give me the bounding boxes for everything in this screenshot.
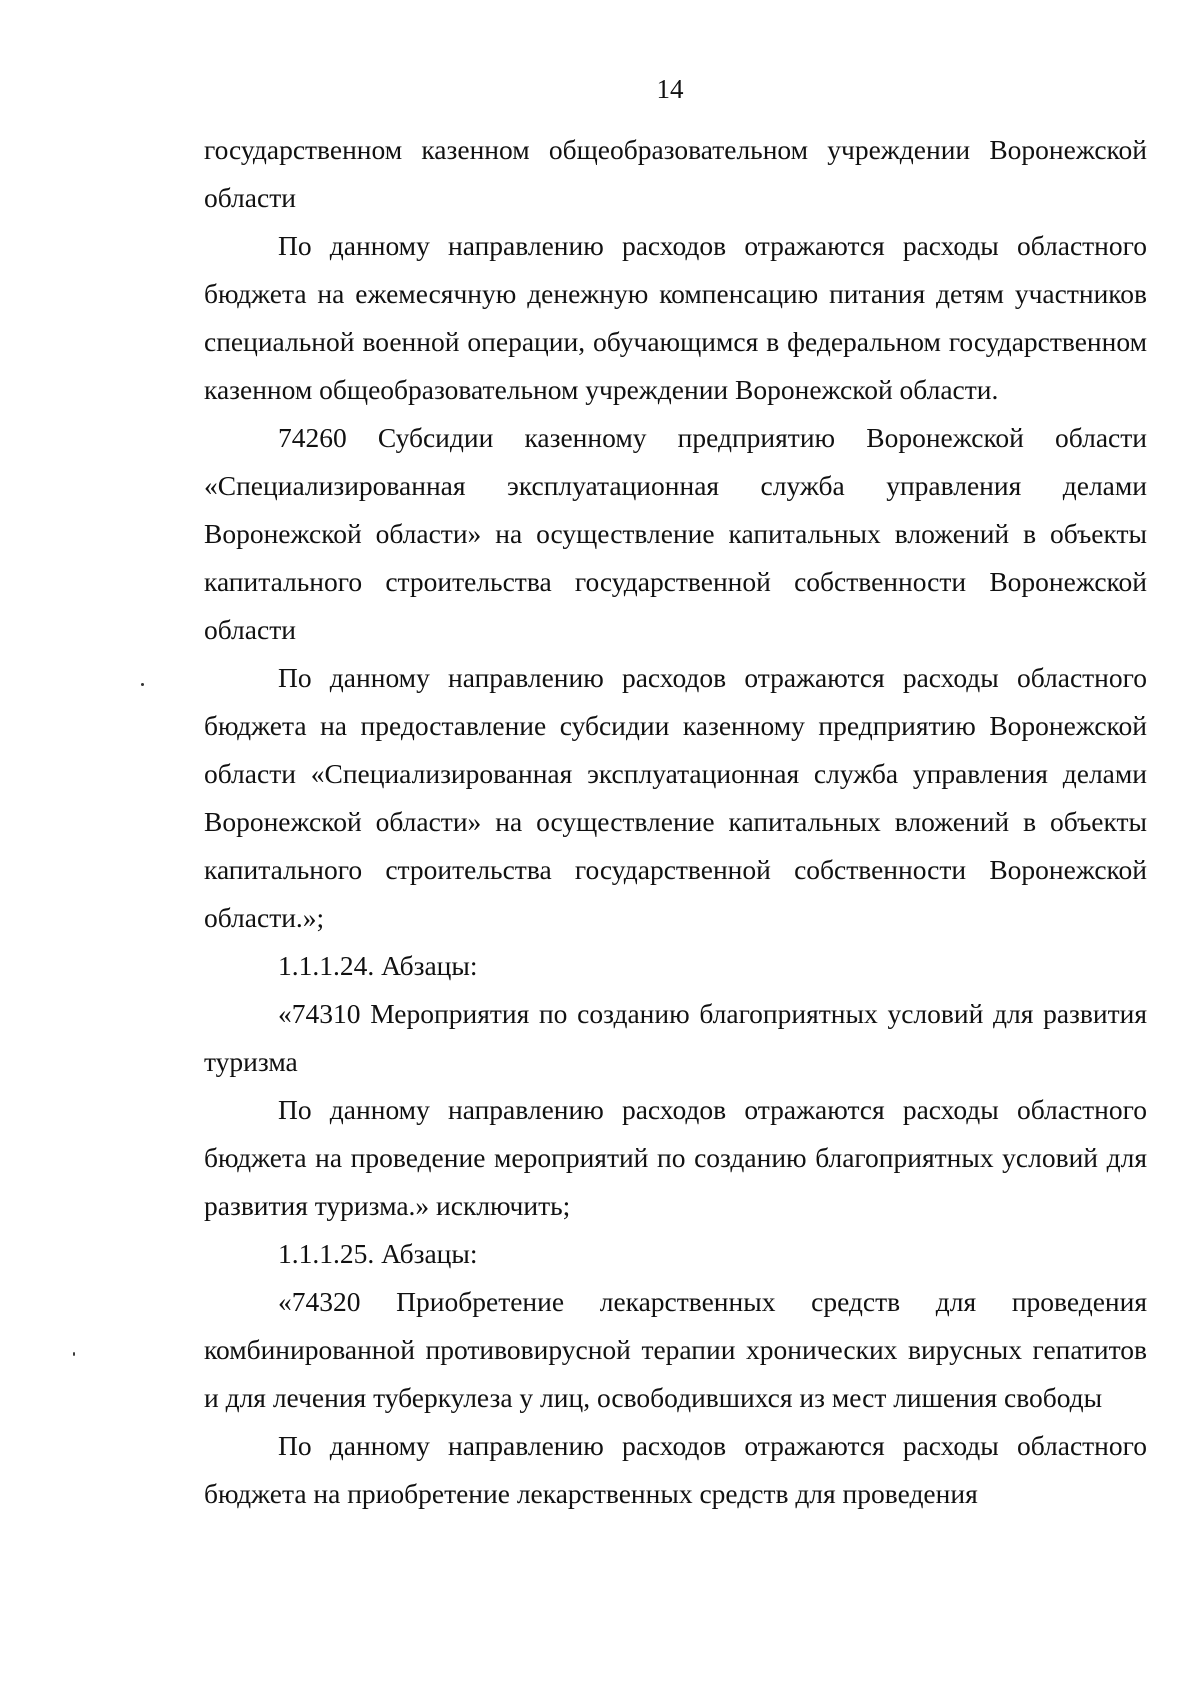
scan-speck-2 — [73, 1352, 75, 1356]
paragraph-9: «74320 Приобретение лекарственных средств для проведения комбинированной противовирусной терапии хронических вирусных гепатитов и для лечения туберкулеза у лиц, освободившихся из мест лишения свободы — [204, 1286, 1147, 1413]
paragraph-3: 74260 Субсидии казенному предприятию Воронежской области «Специализированная эксплуатационная служба управления делами Воронежской области» на осуществление капитальных вложений в объекты капитального строительства государственной собственности Воронежской области — [204, 422, 1147, 645]
paragraph-5: 1.1.1.24. Абзацы: — [278, 950, 478, 981]
document-body — [204, 126, 1147, 1518]
paragraph-4: По данному направлению расходов отражаются расходы областного бюджета на предоставление субсидии казенному предприятию Воронежской области «Специализированная эксплуатационная служба управления делами Воронежской области» на осуществление капитальных вложений в объекты капитального строительства государственной собственности Воронежской области.»; — [204, 662, 1147, 933]
scan-speck-1 — [141, 683, 144, 686]
paragraph-1: государственном казенном общеобразовательном учреждении Воронежской области — [204, 134, 1147, 213]
paragraph-8: 1.1.1.25. Абзацы: — [278, 1238, 478, 1269]
page-number: 14 — [656, 74, 684, 104]
paragraph-10: По данному направлению расходов отражаются расходы областного бюджета на приобретение лекарственных средств для проведения — [204, 1430, 1147, 1509]
paragraph-2: По данному направлению расходов отражаются расходы областного бюджета на ежемесячную денежную компенсацию питания детям участников специальной военной операции, обучающимся в федеральном государственном казенном общеобразовательном учреждении Воронежской области. — [204, 230, 1147, 405]
paragraph-6: «74310 Мероприятия по созданию благоприятных условий для развития туризма — [204, 998, 1147, 1077]
paragraph-7: По данному направлению расходов отражаются расходы областного бюджета на проведение мероприятий по созданию благоприятных условий для развития туризма.» исключить; — [204, 1094, 1147, 1221]
